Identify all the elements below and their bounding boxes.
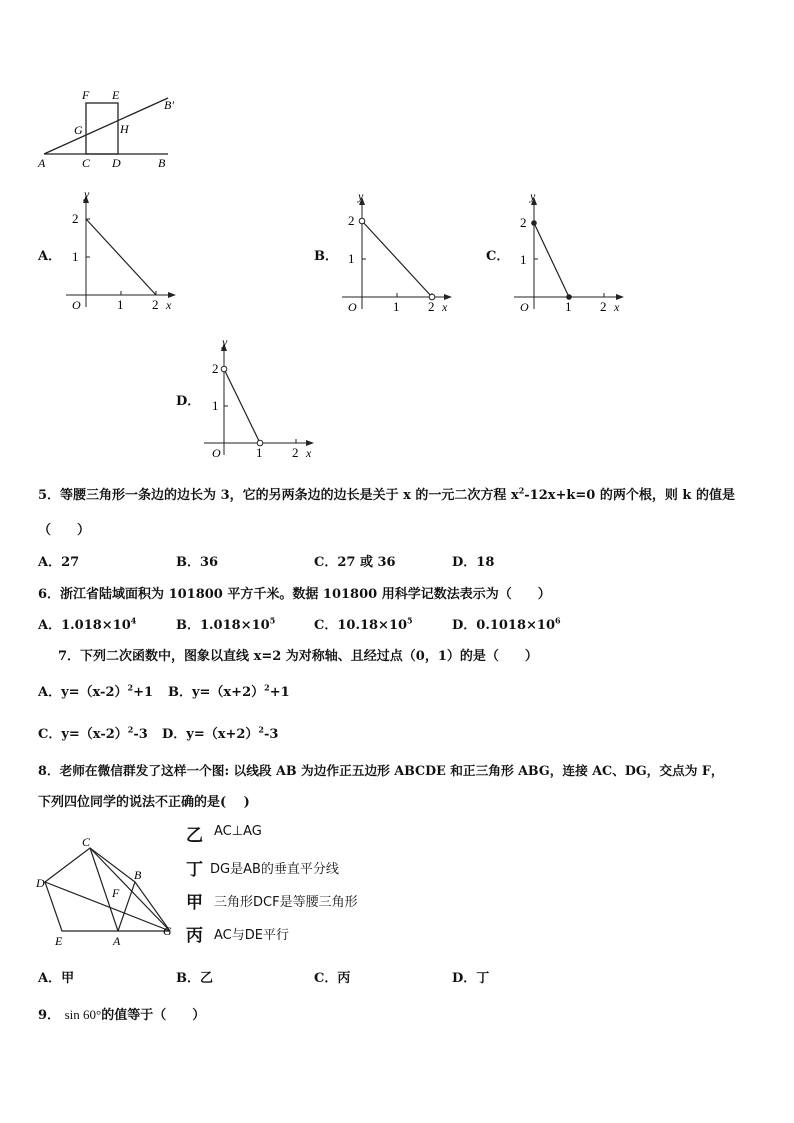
- q7-option-c[interactable]: [38, 723, 148, 742]
- tick-label-x-1: 1: [565, 299, 572, 314]
- q6-option-c-base: C．10.18×10: [314, 618, 408, 633]
- q7-option-d-text: D．y=（x+2）: [162, 727, 259, 742]
- axis-label-y: y: [358, 189, 364, 203]
- segment-dg: [45, 882, 170, 931]
- rectangle-line-figure: [30, 85, 190, 175]
- statement-2-text: DG是AB的垂直平分线: [210, 862, 339, 877]
- statement-4-text: AC与DE平行: [214, 928, 289, 943]
- label-B: B: [158, 156, 166, 170]
- axis-label-x: x: [442, 300, 448, 314]
- tick-label-y-1: 1: [72, 249, 79, 264]
- function-segment: [534, 223, 569, 297]
- q7-option-a-text: A．y=（x-2）: [38, 685, 128, 700]
- tick-label-x-1: 1: [117, 297, 124, 312]
- label-G: G: [163, 924, 172, 938]
- q7-option-b-exp: 2: [264, 682, 270, 693]
- axis-label-y: y: [530, 189, 536, 203]
- question-6-stem: 6．浙江省陆域面积为 101800 平方千米。数据 101800 用科学记数法表示为（ ）: [38, 587, 551, 602]
- label-E: E: [55, 934, 63, 948]
- label-F: F: [112, 886, 120, 900]
- label-B-prime: B′: [164, 98, 174, 112]
- tick-label-y-1: 1: [212, 398, 219, 413]
- statement-4-who: 丙: [186, 926, 203, 946]
- q7-option-a-exp: 2: [127, 682, 134, 693]
- q5-option-d[interactable]: D．18: [452, 555, 495, 570]
- label-A: A: [113, 934, 121, 948]
- graph-option-d: [198, 333, 328, 463]
- question-8-stem-line2: 下列四位同学的说法不正确的是( ): [38, 795, 250, 810]
- q8-option-c[interactable]: C．丙: [314, 971, 351, 986]
- statement-3-text: 三角形DCF是等腰三角形: [214, 895, 358, 910]
- tick-label-x-1: 1: [256, 445, 263, 460]
- tick-label-y-2: 2: [520, 215, 527, 230]
- label-F: F: [82, 88, 90, 102]
- statement-1-text: AC⊥AG: [214, 824, 262, 839]
- question-5-paren: （ ）: [38, 523, 91, 538]
- label-B: B: [134, 868, 142, 882]
- label-D: D: [112, 156, 121, 170]
- origin-label: O: [212, 446, 221, 460]
- axis-label-y: y: [84, 187, 90, 201]
- label-G: G: [74, 123, 83, 137]
- label-A: A: [38, 156, 46, 170]
- tick-label-y-2: 2: [72, 211, 79, 226]
- q7-option-b[interactable]: [168, 681, 290, 700]
- tick-label-x-2: 2: [152, 297, 159, 312]
- tick-label-y-1: 1: [348, 251, 355, 266]
- q6-option-b-exp: 5: [269, 615, 276, 626]
- graph-option-c: [508, 187, 638, 317]
- q6-option-d[interactable]: [452, 614, 561, 633]
- statement-1-who: 乙: [186, 826, 203, 846]
- q6-option-a-exp: 4: [130, 615, 137, 626]
- q6-option-d-exp: 6: [555, 615, 561, 626]
- q7-option-c-exp: 2: [127, 724, 134, 735]
- tick-label-x-2: 2: [292, 445, 299, 460]
- open-point-y2: [359, 218, 365, 224]
- tick-label-x-2: 2: [428, 299, 435, 314]
- slant-line-ab-prime: [44, 98, 168, 154]
- q6-option-a-base: A．1.018×10: [38, 618, 131, 633]
- graph-option-b-letter: B．: [314, 249, 338, 264]
- label-C: C: [82, 835, 91, 849]
- label-H: H: [120, 122, 129, 136]
- question-7-stem: 7．下列二次函数中，图象以直线 x=2 为对称轴、且经过点（0，1）的是（ ）: [58, 649, 538, 664]
- tick-label-y-1: 1: [520, 252, 527, 267]
- q7-option-b-tail: +1: [269, 685, 290, 700]
- q5-stem-a: 5．等腰三角形一条边的边长为 3，它的另两条边的边长是关于 x 的一元二次方程 x: [38, 488, 519, 503]
- statement-2-who: 丁: [186, 860, 203, 880]
- tick-label-x-2: 2: [600, 299, 607, 314]
- graph-option-d-letter: D．: [176, 394, 201, 409]
- origin-label: O: [72, 298, 81, 312]
- statement-3-who: 甲: [186, 893, 203, 913]
- q7-option-b-text: B．y=（x+2）: [168, 685, 265, 700]
- q8-option-d[interactable]: D．丁: [452, 971, 490, 986]
- axis-label-x: x: [306, 446, 312, 460]
- tick-label-x-1: 1: [393, 299, 400, 314]
- origin-label: O: [348, 300, 357, 314]
- label-D: D: [36, 876, 45, 890]
- q5-stem-b: -12x+k=0 的两个根，则 k 的值是: [524, 488, 735, 503]
- q6-option-b[interactable]: [176, 614, 275, 633]
- q6-option-d-base: D．0.1018×10: [452, 618, 556, 633]
- q8-option-a[interactable]: A．甲: [38, 971, 75, 986]
- axis-label-x: x: [166, 298, 172, 312]
- pentagon-abcde: [45, 848, 135, 931]
- label-C: C: [82, 156, 91, 170]
- segment-cg: [90, 848, 170, 931]
- q6-option-a[interactable]: [38, 614, 136, 633]
- label-E: E: [112, 88, 120, 102]
- origin-label: O: [520, 300, 529, 314]
- tick-label-y-2: 2: [348, 213, 355, 228]
- q7-option-d-tail: -3: [264, 727, 279, 742]
- q5-option-c[interactable]: C．27 或 36: [314, 555, 396, 570]
- question-8-stem-line1: 8．老师在微信群发了这样一个图: 以线段 AB 为边作正五边形 ABCDE 和正三角形 ABG，连接 AC、DG，交点为 F，: [38, 763, 724, 778]
- q7-option-d[interactable]: [162, 723, 278, 742]
- axis-label-x: x: [614, 300, 620, 314]
- q7-option-c-tail: -3: [133, 727, 148, 742]
- q6-option-b-base: B．1.018×10: [176, 618, 270, 633]
- pentagon-triangle-figure: [30, 835, 190, 953]
- question-9-stem: [38, 1004, 205, 1023]
- question-5-stem: [38, 484, 735, 503]
- q5-option-b[interactable]: B．36: [176, 555, 219, 570]
- graph-option-a: [60, 185, 190, 315]
- q7-option-a-tail: +1: [133, 685, 154, 700]
- q6-option-c-exp: 5: [407, 615, 413, 626]
- graph-option-c-letter: C．: [486, 249, 510, 264]
- tick-label-y-2: 2: [212, 361, 219, 376]
- q6-option-c[interactable]: [314, 614, 413, 633]
- q7-option-d-exp: 2: [258, 724, 264, 735]
- q8-option-b[interactable]: B．乙: [176, 971, 213, 986]
- q7-option-c-text: C．y=（x-2）: [38, 727, 128, 742]
- q5-stem-sup: 2: [518, 485, 525, 496]
- q9-expression: sin 60°: [64, 1007, 102, 1022]
- q5-option-a[interactable]: A．27: [38, 555, 80, 570]
- open-point-y2: [221, 366, 227, 372]
- q9-number: 9．: [38, 1008, 61, 1023]
- function-segment: [362, 221, 432, 297]
- closed-point-y2: [531, 220, 537, 226]
- graph-option-b: [336, 187, 466, 317]
- function-segment: [86, 219, 156, 295]
- function-segment: [224, 369, 260, 443]
- graph-option-a-letter: A．: [38, 249, 62, 264]
- axis-label-y: y: [222, 335, 228, 349]
- q9-tail: 的值等于（ ）: [101, 1008, 206, 1023]
- q7-option-a[interactable]: [38, 681, 153, 700]
